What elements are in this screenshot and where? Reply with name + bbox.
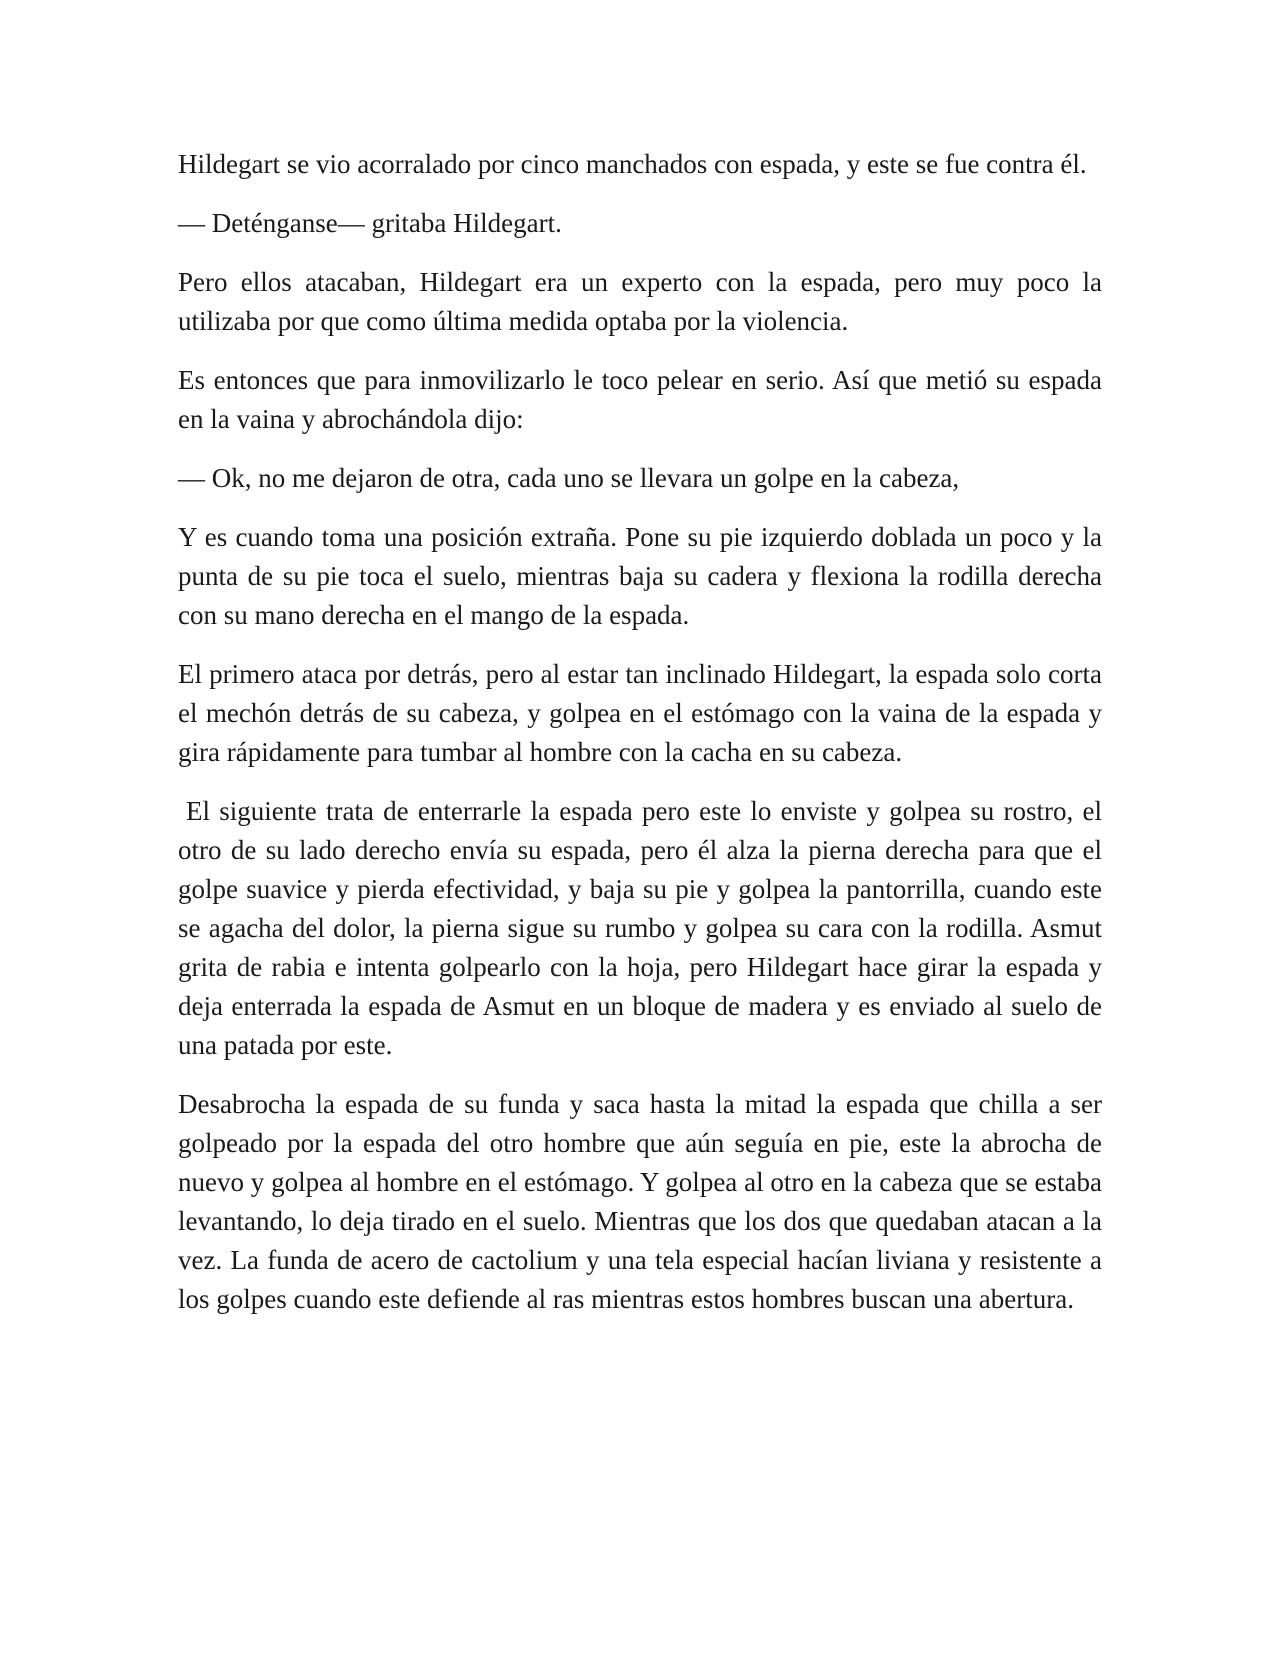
paragraph: Y es cuando toma una posición extraña. Pone su pie izquierdo doblada un poco y la punta de su pie toca el suelo, mientras baja su cadera y flexiona la rodilla derecha con su mano derecha en el mango de la espada. [178, 522, 1102, 630]
paragraph: Desabrocha la espada de su funda y saca hasta la mitad la espada que chilla a ser golpeado por la espada del otro hombre que aún seguía en pie, este la abrocha de nuevo y golpea al hombre en el estómago. Y golpea al otro en la cabeza que se estaba levantando, lo deja tirado en el suelo. Mientras que los dos que quedaban atacan a la vez. La funda de acero de cactolium y una tela especial hacían liviana y resistente a los golpes cuando este defiende al ras mientras estos hombres buscan una abertura. [178, 1089, 1102, 1314]
paragraph: Pero ellos atacaban, Hildegart era un experto con la espada, pero muy poco la utilizaba por que como última medida optaba por la violencia. [178, 267, 1102, 336]
paragraph: Es entonces que para inmovilizarlo le toco pelear en serio. Así que metió su espada en la vaina y abrochándola dijo: [178, 365, 1102, 434]
dialogue-paragraph: — Deténganse— gritaba Hildegart. [178, 208, 562, 238]
document-body [178, 145, 1102, 1339]
dialogue-paragraph: — Ok, no me dejaron de otra, cada uno se llevara un golpe en la cabeza, [178, 463, 960, 493]
paragraph: El siguiente trata de enterrarle la espada pero este lo enviste y golpea su rostro, el otro de su lado derecho envía su espada, pero él alza la pierna derecha para que el golpe suavice y pierda efectividad, y baja su pie y golpea la pantorrilla, cuando este se agacha del dolor, la pierna sigue su rumbo y golpea su cara con la rodilla. Asmut grita de rabia e intenta golpearlo con la hoja, pero Hildegart hace girar la espada y deja enterrada la espada de Asmut en un bloque de madera y es enviado al suelo de una patada por este. [178, 796, 1102, 1060]
paragraph: El primero ataca por detrás, pero al estar tan inclinado Hildegart, la espada solo corta el mechón detrás de su cabeza, y golpea en el estómago con la vaina de la espada y gira rápidamente para tumbar al hombre con la cacha en su cabeza. [178, 659, 1102, 767]
paragraph: Hildegart se vio acorralado por cinco manchados con espada, y este se fue contra él. [178, 149, 1087, 179]
